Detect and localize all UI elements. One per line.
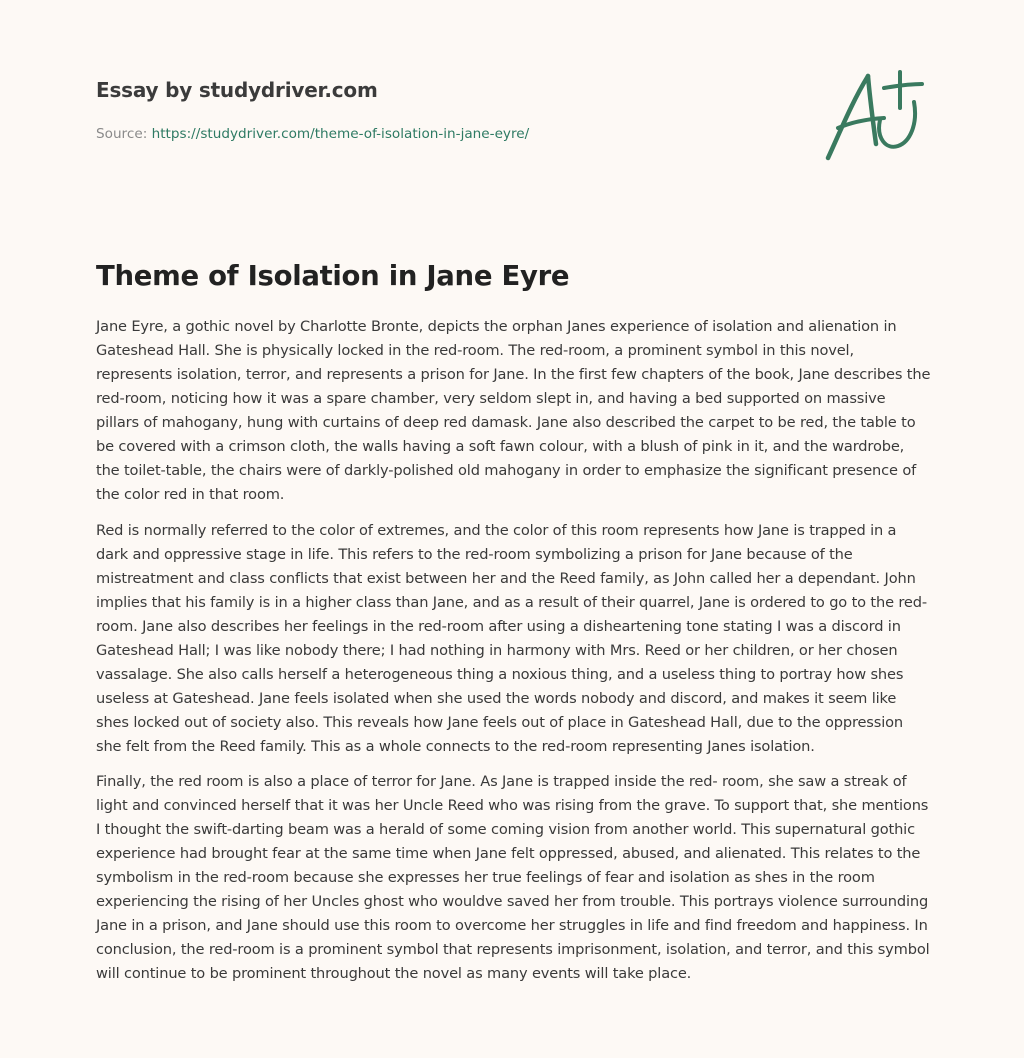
essay-title: Theme of Isolation in Jane Eyre — [96, 260, 570, 292]
document-header — [96, 74, 796, 144]
essay-body — [96, 315, 932, 998]
essay-paragraph: Finally, the red room is also a place of terror for Jane. As Jane is trapped inside the red- room, she saw a streak of light and convinced herself that it was her Uncle Reed who was rising from the grave. To support that, she mentions I thought the swift-darting beam was a herald of some coming vision from another world. This supernatural gothic experience had brought fear at the same time when Jane felt oppressed, abused, and alienated. This relates to the symbolism in the red-room because she expresses her true feelings of fear and isolation as shes in the room experiencing the rising of her Uncles ghost who wouldve saved her from trouble. This portrays violence surrounding Jane in a prison, and Jane should use this room to overcome her struggles in life and find freedom and happiness. In conclusion, the red-room is a prominent symbol that represents imprisonment, isolation, and terror, and this symbol will continue to be prominent throughout the novel as many events will take place. — [96, 773, 930, 982]
brand-title: Essay by studydriver.com — [96, 78, 378, 102]
source-label: Source: — [96, 126, 148, 142]
essay-paragraph: Red is normally referred to the color of extremes, and the color of this room represents how Jane is trapped in a dark and oppressive stage in life. This refers to the red-room symbolizing a prison for Jane because of the mistreatment and class conflicts that exist between her and the Reed family, as John called her a dependant. John implies that his family is in a higher class than Jane, and as a result of their quarrel, Jane is ordered to go to the red-room. Jane also describes her feelings in the red-room after using a disheartening tone stating I was a discord in Gateshead Hall; I was like nobody there; I had nothing in harmony with Mrs. Reed or her children, or her chosen vassalage. She also calls herself a heterogeneous thing a noxious thing, and a useless thing to portray how shes useless at Gateshead. Jane feels isolated when she used the words nobody and discord, and makes it seem like shes locked out of society also. This reveals how Jane feels out of place in Gateshead Hall, due to the oppression she felt from the Reed family. This as a whole connects to the red-room representing Janes isolation. — [96, 521, 927, 755]
source-line — [96, 124, 796, 144]
source-link[interactable]: https://studydriver.com/theme-of-isolation-in-jane-eyre/ — [151, 126, 530, 142]
essay-paragraph: Jane Eyre, a gothic novel by Charlotte Bronte, depicts the orphan Janes experience of isolation and alienation in Gateshead Hall. She is physically locked in the red-room. The red-room, a prominent symbol in this novel, represents isolation, terror, and represents a prison for Jane. In the first few chapters of the book, Jane describes the red-room, noticing how it was a spare chamber, very seldom slept in, and having a bed supported on massive pillars of mahogany, hung with curtains of deep red damask. Jane also described the carpet to be red, the table to be covered with a crimson cloth, the walls having a soft fawn colour, with a blush of pink in it, and the wardrobe, the toilet-table, the chairs were of darkly-polished old mahogany in order to emphasize the significant presence of the color red in that room. — [96, 318, 931, 503]
a-plus-logo-icon — [818, 62, 938, 172]
